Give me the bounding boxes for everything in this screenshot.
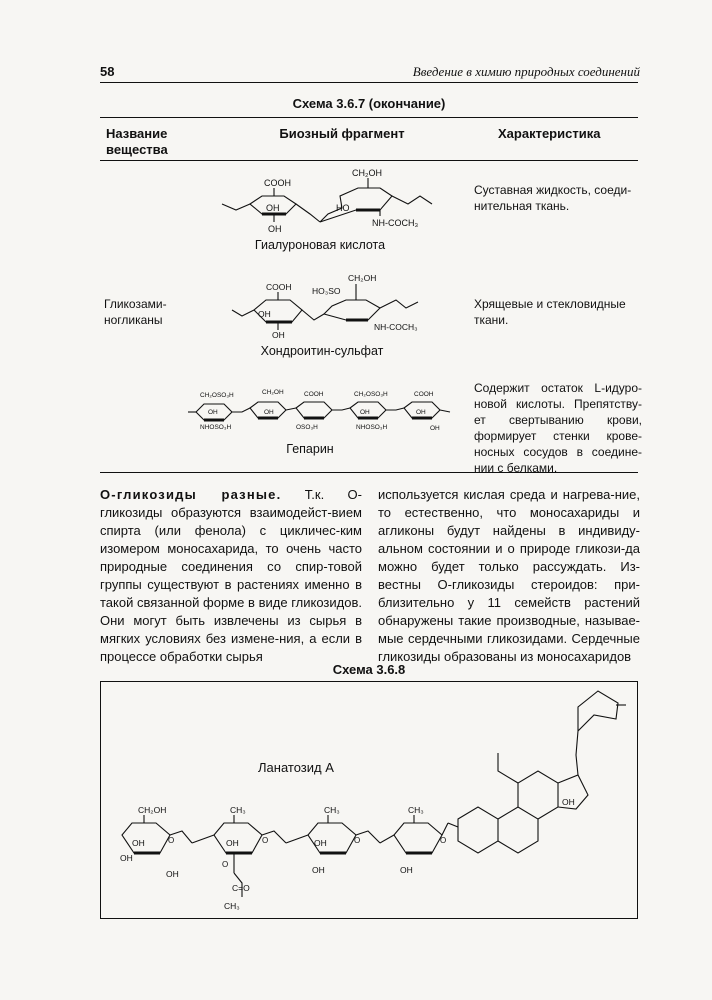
heparin-structure: [184, 384, 458, 440]
label-ho: HO: [336, 203, 350, 213]
label-oh-5: OH: [314, 838, 327, 848]
label-oh: OH: [258, 309, 271, 319]
label-o: O: [168, 836, 175, 845]
label-oh-2: OH: [268, 224, 282, 234]
label-oh-2: OH: [272, 330, 285, 340]
label-oso3h: OSO₃H: [296, 424, 318, 431]
label-o-3: O: [354, 836, 361, 845]
body-column-right: используется кислая среда и нагрева-ние, то естественно, что моносахариды и агликоны будут найдены в индивиду-альном состоянии и о природе гликози-да можно будет только рассуждать. Из-вестны О-гликозиды стероидов: при-близительно у 11 семейств растений обнаружены такие производные, называе-мые сердечными гликозидами. Сердечные гликозиды образованы из моносахаридов: [378, 487, 640, 664]
label-oh-4: OH: [226, 838, 239, 848]
caption-heparin: Гепарин: [286, 442, 334, 456]
label-ho3so: HO₃SO: [312, 286, 341, 296]
char-chondroitin: Хрящевые и стекловидные ткани.: [474, 297, 626, 327]
lanatoside-a-structure: [102, 683, 634, 915]
col-header-fragment: Биозный фрагмент: [279, 126, 405, 141]
label-oh: OH: [132, 838, 145, 848]
label-oh-3: OH: [166, 869, 179, 879]
label-ch3-2: CH₃: [324, 805, 340, 815]
caption-hyaluronic: Гиалуроновая кислота: [254, 238, 386, 252]
label-oh-4: OH: [416, 409, 426, 416]
scheme-title: Схема 3.6.7 (окончание): [292, 96, 446, 111]
char-hyaluronic: Суставная жидкость, соеди-нительная ткань.: [474, 183, 632, 213]
compound-name: Ланатозид А: [258, 760, 334, 775]
label-oh-2: OH: [264, 409, 274, 416]
label-ch3: CH₃: [230, 805, 246, 815]
header-rule: [100, 82, 638, 83]
caption-chondroitin: Хондроитин-сульфат: [260, 344, 384, 358]
label-oh-2: OH: [120, 853, 133, 863]
label-nhoso3h: NHOSO₃H: [200, 424, 232, 431]
label-cooh: COOH: [304, 391, 324, 398]
label-oh-steroid: OH: [562, 797, 575, 807]
row-name: Гликозами-ногликаны: [104, 297, 167, 327]
label-oh-5: OH: [430, 425, 440, 432]
label-ch2oh: CH₂OH: [348, 273, 377, 283]
label-cooh: COOH: [266, 282, 292, 292]
table-bottom-rule: [100, 472, 638, 473]
hyaluronic-acid-structure: [210, 166, 460, 242]
col-header-name: Название вещества: [106, 126, 168, 157]
running-title: Введение в химию природных соединений: [412, 64, 640, 79]
col-header-characteristic: Характеристика: [498, 126, 601, 141]
body-column-left: [100, 486, 362, 666]
label-oh-3: OH: [360, 409, 370, 416]
table-top-rule: [100, 117, 638, 118]
label-oh-6: OH: [312, 865, 325, 875]
chondroitin-sulfate-structure: [226, 270, 442, 344]
runin-heading: О-гликозиды разные.: [100, 487, 282, 502]
label-o-4: O: [440, 836, 447, 845]
label-nhoso3h-2: NHOSO₃H: [356, 424, 388, 431]
label-ch3-3: CH₃: [408, 805, 424, 815]
label-nhcoch3: NH-COCH₃: [372, 218, 419, 228]
label-ch2oh: CH₂OH: [352, 168, 382, 178]
table-header-rule: [100, 160, 638, 161]
scheme2-title: Схема 3.6.8: [332, 662, 406, 677]
label-ch3-4: CH₃: [224, 901, 240, 911]
label-cooh-2: COOH: [414, 391, 434, 398]
label-cooh: COOH: [264, 178, 291, 188]
label-oh: OH: [266, 203, 280, 213]
label-ch2oso3h-2: CH₂OSO₃H: [354, 391, 388, 398]
body-left-text: Т.к. О-гликозиды образуются взаимодейст-вием спирта (или фенола) с цикличес-ким изомером моносахарида, то очень часто природные соединения со спир-товой группы существуют в растениях именно в такой связанной форме в виде гликозидов. Они могут быть извлечены из сырья в мягких условиях без измене-ния, а если в процессе обработки сырья: [100, 487, 362, 664]
label-o-5: O: [222, 860, 229, 869]
label-oh: OH: [208, 409, 218, 416]
label-o-2: O: [262, 836, 269, 845]
label-ch2oso3h: CH₂OSO₃H: [200, 392, 234, 399]
label-nhcoch3: NH-COCH₃: [374, 322, 418, 332]
label-ch2oh: CH₂OH: [262, 389, 284, 396]
label-oh-7: OH: [400, 865, 413, 875]
label-c-eq-o: C=O: [232, 883, 250, 893]
label-ch2oh: CH₂OH: [138, 805, 167, 815]
char-heparin: Содержит остаток L-идуро-новой кислоты. Препятству-ет свертыванию крови, формирует стенки крове-носных сосудов в соедине-нии с белками.: [474, 381, 642, 475]
page-number: 58: [100, 64, 115, 79]
